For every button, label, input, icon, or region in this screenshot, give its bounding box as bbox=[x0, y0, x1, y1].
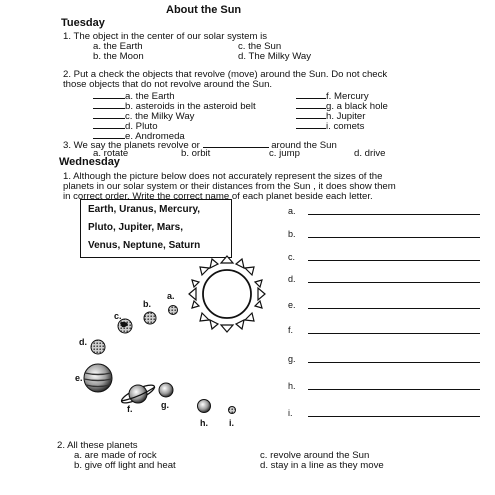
planet-f bbox=[120, 382, 157, 406]
q2-item-label: g. a black hole bbox=[326, 101, 388, 112]
answer-letter: b. bbox=[288, 229, 296, 239]
planet-d bbox=[91, 340, 105, 354]
answer-letter: e. bbox=[288, 300, 296, 310]
q2-item-label: c. the Milky Way bbox=[125, 111, 195, 122]
answer-letter: f. bbox=[288, 325, 294, 335]
q2-item-label: i. comets bbox=[326, 121, 365, 132]
word-bank-line: Pluto, Jupiter, Mars, bbox=[88, 222, 184, 233]
day-heading-wednesday: Wednesday bbox=[59, 156, 120, 168]
q2-item-label: b. asteroids in the asteroid belt bbox=[125, 101, 256, 112]
planet-label-b: b. bbox=[143, 299, 151, 309]
q3-option-b: b. orbit bbox=[181, 148, 211, 159]
answer-letter: g. bbox=[288, 354, 296, 364]
q2-item-label: d. Pluto bbox=[125, 121, 158, 132]
planet-e bbox=[84, 364, 112, 392]
sun-icon bbox=[189, 256, 265, 332]
w1-stem-line2: planets in our solar system or their distances from the Sun , it does show them bbox=[63, 181, 396, 192]
answer-letter: c. bbox=[288, 252, 296, 262]
q1-option-b: b. the Moon bbox=[93, 51, 144, 62]
planet-i bbox=[229, 407, 236, 414]
day-heading-tuesday: Tuesday bbox=[61, 17, 105, 29]
w2-option-c: c. revolve around the Sun bbox=[260, 450, 370, 461]
answer-letter: h. bbox=[288, 381, 296, 391]
planet-h bbox=[198, 400, 211, 413]
q2-stem-line1: 2. Put a check the objects that revolve (move) around the Sun. Do not check bbox=[63, 69, 388, 80]
planet-b bbox=[144, 312, 156, 324]
planet-label-a: a. bbox=[167, 291, 175, 301]
w2-option-b: b. give off light and heat bbox=[74, 460, 176, 471]
answer-letter: d. bbox=[288, 274, 296, 284]
planet-label-e: e. bbox=[75, 373, 83, 383]
q1-stem: 1. The object in the center of our solar system is bbox=[63, 31, 268, 42]
q3-option-c: c. jump bbox=[269, 148, 300, 159]
q2-item-label: h. Jupiter bbox=[326, 111, 366, 122]
q3-stem-start: 3. We say the planets revolve or bbox=[63, 140, 200, 151]
q3-stem-end: around the Sun bbox=[271, 140, 337, 151]
word-bank-line: Earth, Uranus, Mercury, bbox=[88, 204, 201, 215]
planet-label-h: h. bbox=[200, 418, 208, 428]
q2-stem-line2: those objects that do not revolve around the Sun. bbox=[63, 79, 273, 90]
q1-option-d: d. The Milky Way bbox=[238, 51, 312, 62]
q2-item-label: e. Andromeda bbox=[125, 131, 185, 142]
q1-option-c: c. the Sun bbox=[238, 41, 282, 52]
planet-label-i: i. bbox=[229, 418, 235, 428]
q3-option-a: a. rotate bbox=[93, 148, 129, 159]
w2-stem: 2. All these planets bbox=[57, 440, 138, 451]
answer-letter: i. bbox=[288, 408, 293, 418]
q2-item-label: a. the Earth bbox=[125, 91, 175, 102]
w2-option-d: d. stay in a line as they move bbox=[260, 460, 384, 471]
planet-label-f: f. bbox=[127, 404, 133, 414]
planet-label-c: c. bbox=[114, 311, 122, 321]
w1-stem-line1: 1. Although the picture below does not accurately represent the sizes of the bbox=[63, 171, 383, 182]
q3-option-d: d. drive bbox=[354, 148, 386, 159]
planet-g bbox=[159, 383, 173, 397]
w2-option-a: a. are made of rock bbox=[74, 450, 157, 461]
answer-letter: a. bbox=[288, 206, 296, 216]
q2-item-label: f. Mercury bbox=[326, 91, 369, 102]
planet-label-g: g. bbox=[161, 400, 169, 410]
w1-stem-line3: in correct order. Write the correct name of each planet beside each letter. bbox=[63, 191, 373, 202]
planet-label-d: d. bbox=[79, 337, 87, 347]
q1-option-a: a. the Earth bbox=[93, 41, 143, 52]
worksheet-title: About the Sun bbox=[166, 4, 242, 16]
planet-a bbox=[169, 306, 178, 315]
word-bank-line: Venus, Neptune, Saturn bbox=[88, 240, 201, 251]
